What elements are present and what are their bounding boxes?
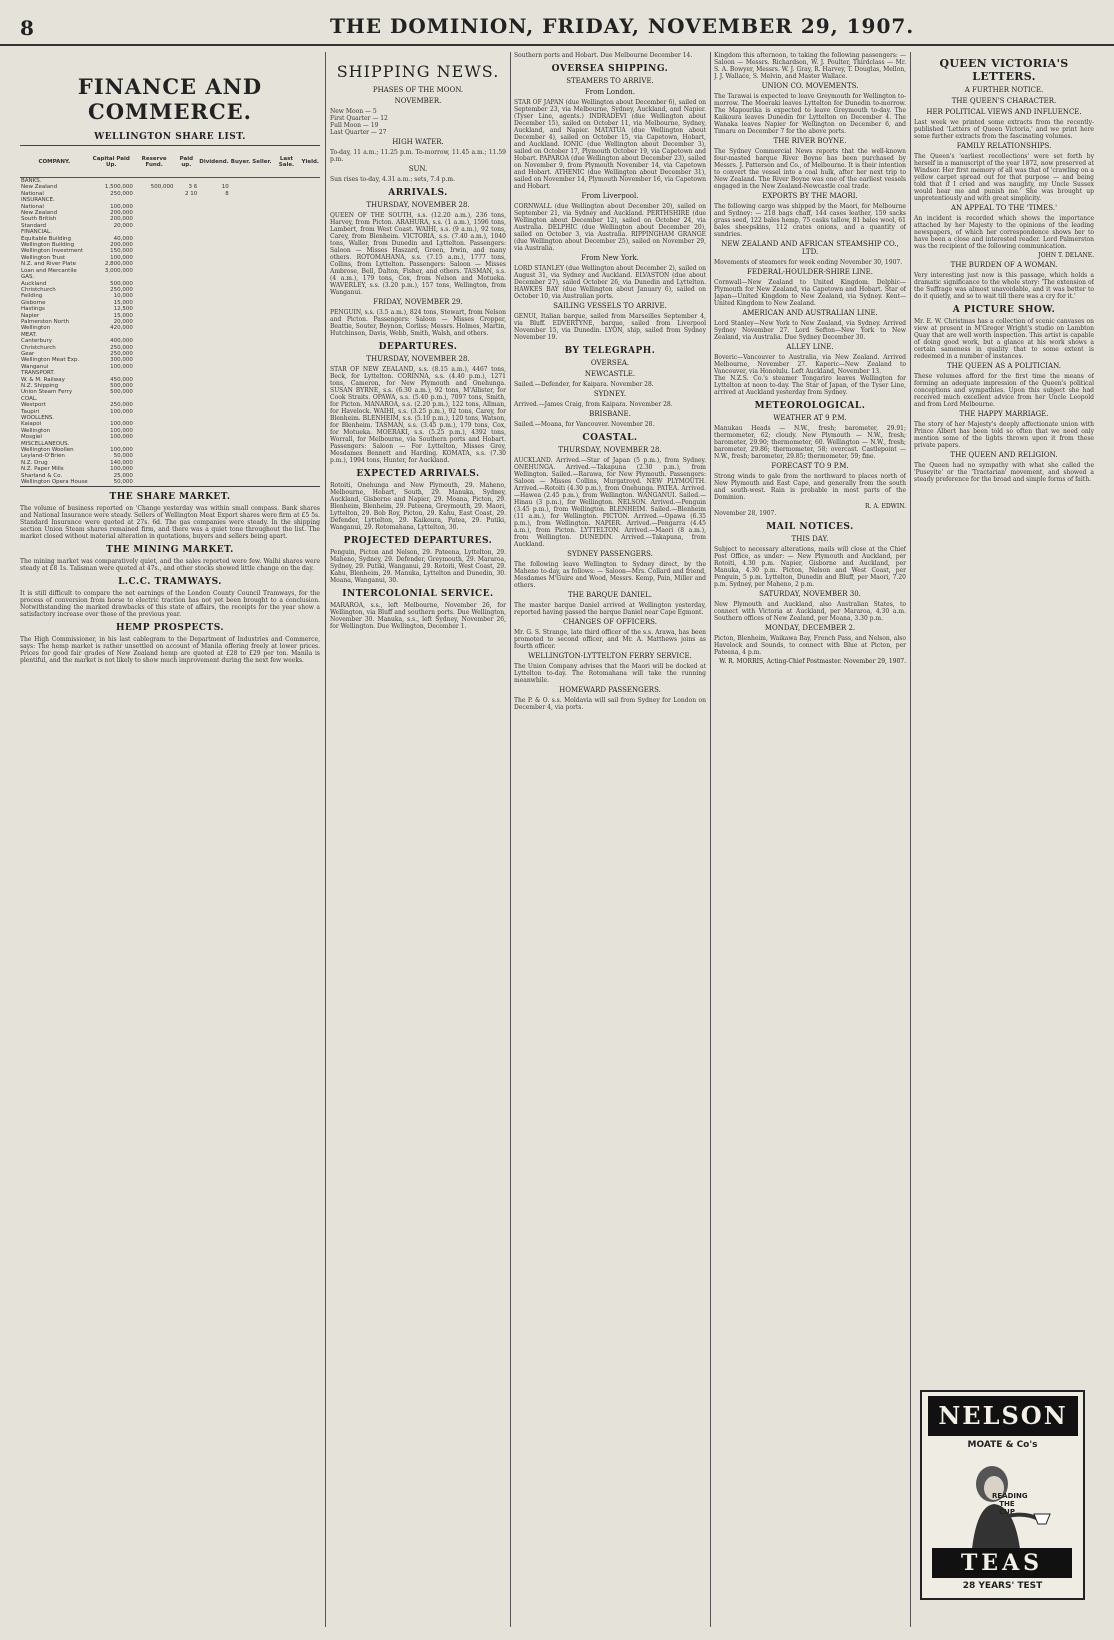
table-cell: 200,000 [110, 242, 133, 249]
table-cell: 50,000 [113, 453, 133, 460]
table-cell: Westport [21, 402, 46, 409]
table-cell: 420,000 [110, 325, 133, 332]
col-header: Dividend. [198, 146, 230, 178]
table-cell: 500,000 [110, 280, 133, 287]
table-cell: Gear [21, 350, 35, 357]
changes-title: CHANGES OF OFFICERS. [563, 618, 657, 626]
letters-headline: QUEEN VICTORIA'S LETTERS. [939, 57, 1069, 83]
newcastle-title: NEWCASTLE. [584, 370, 636, 378]
table-cell [174, 479, 198, 486]
ferry-title: WELLINGTON-LYTTELTON FERRY SERVICE. [528, 652, 692, 660]
hemp-text: The High Commissioner, in his last cablegram to the Department of Industries and Commerce, says: The hemp market is rather unsettled on account of Manila offering freely at lower prices. Prices for good fair grades of New Zealand hemp are quoted at £28 to £29 per ton. Manila is plentiful, and the market is not likely to show much improvement during the next few weeks. [20, 635, 320, 664]
col-header: Buyer. [230, 146, 251, 178]
movements-column [714, 52, 906, 1627]
mining-market-title: THE MINING MARKET. [106, 544, 234, 555]
table-cell: Hastings [21, 306, 45, 313]
table-cell: 100,000 [110, 447, 133, 454]
exports-title: EXPORTS BY THE MAORI. [762, 192, 858, 200]
table-cell [300, 178, 320, 185]
table-cell: COAL. [21, 395, 38, 402]
happy-marriage-title: THE HAPPY MARRIAGE. [959, 410, 1049, 418]
share-list-title: WELLINGTON SHARE LIST. [94, 132, 246, 142]
table-cell: Mosgiel [21, 434, 42, 441]
ad-subtitle: MOATE & Co's [967, 1440, 1038, 1450]
table-cell: TRANSPORT. [21, 370, 55, 377]
departures-title: DEPARTURES. [378, 342, 458, 352]
forecast-date: November 28, 1907. [714, 510, 777, 517]
mail-title: MAIL NOTICES. [766, 522, 854, 532]
nzafr-text: Movements of steamers for week ending November 30, 1907. [714, 259, 903, 266]
table-cell: National [21, 190, 44, 197]
forecast-title: FORECAST TO 9 P.M. [771, 462, 849, 470]
table-cell: Wellington [21, 427, 51, 434]
table-cell: 3,000,000 [104, 267, 133, 274]
table-cell [272, 178, 300, 185]
mining-market-text: The mining market was comparatively quiet, and the sales reported were few. Waihi shares were steady at £8 1s. Talisman were quoted at 47s., and other stocks showed little change on the day. [20, 557, 320, 572]
changes-text: Mr. G. S. Strange, late third officer of the s.s. Arawa, has been promoted to second officer, and Mr. A. Matthews joins as fourth officer. [514, 629, 706, 650]
table-cell: 500,000 [150, 184, 174, 191]
from-newyork: From New York. [581, 254, 639, 262]
table-cell [134, 178, 175, 185]
exports-text: The following cargo was shipped by the Maori, for Melbourne and Sydney: — 218 bags chaff, 144 cases leather, 159 sacks grass seed, 122 bales hemp, 75 casks tallow, 81 bales wool, 61 bales sheepskins, 112 crates onions, and a quantity of sundries. [714, 203, 906, 238]
table-cell: 100,000 [110, 434, 133, 441]
table-cell: Wellington Investment [21, 248, 83, 255]
table-cell: Wellington Trust [21, 254, 66, 261]
col-header: Last Sale. [272, 146, 300, 178]
table-cell: Wellington Opera House [21, 479, 88, 486]
table-cell [198, 479, 230, 486]
barque-text: The master barque Daniel arrived at Wellington yesterday, reported having passed the barque Daniel near Cape Egmont. [514, 602, 706, 616]
family-text: The Queen's 'earliest recollections' were set forth by herself in a manuscript of the year 1872, now preserved at Windsor. Her first memory of all was that of 'crawling on a yellow carpet spread out for that purpose — and being told that if I cried and was naughty, my Uncle Sussex would hear me and punish me.' She was brought up unpretentiously and with great simplicity. [914, 153, 1094, 202]
table-cell: Kaiapoi [21, 421, 42, 428]
departures-day: THURSDAY, NOVEMBER 28. [366, 355, 470, 363]
hemp-title: HEMP PROSPECTS. [115, 622, 225, 633]
table-cell: 100,000 [110, 254, 133, 261]
table-cell [251, 178, 272, 185]
moon-phases-month: NOVEMBER. [394, 97, 442, 105]
table-cell: 500,000 [110, 389, 133, 396]
queen-character: THE QUEEN'S CHARACTER. [951, 97, 1057, 105]
tramways-text: It is still difficult to compare the net earnings of the London County Council Tramways, for the process of conversion from horse to electric traction has not yet been brought to a conclusion. Notwithstanding the marked drawbacks of this state of affairs, the receipts for the year show a satisfactory increase over those of the previous year. [20, 589, 320, 618]
table-cell: N.Z. Drug [21, 459, 48, 466]
happy-marriage-text: The story of her Majesty's deeply affectionate union with Prince Albert has been told so often that we need only mention some of the lights thrown upon it from these private papers. [914, 421, 1094, 449]
table-cell: 100,000 [110, 203, 133, 210]
table-cell: 250,000 [110, 286, 133, 293]
table-cell: 250,000 [110, 402, 133, 409]
share-market-text: The volume of business reported on 'Change yesterday was within small compass. Bank shares and National Insurance were steady. Sellers of Wellington Meat Export shares were firm at £5 5s. Standard Insurance were quoted at 27s. 6d. The gas companies were steady. In the shipping section Union Steam shares remained firm, and there was a quiet tone throughout the list. The market closed without material alteration in quotations, buyers and sellers being apart. [20, 504, 320, 540]
table-cell: 100,000 [110, 427, 133, 434]
tramways-title: L.C.C. TRAMWAYS. [118, 576, 222, 587]
col-header: Seller. [251, 146, 272, 178]
table-cell: 1,500,000 [104, 184, 133, 191]
friday-text: PENGUIN, s.s. (3.5 a.m.), 824 tons, Stewart, from Nelson and Picton. Passengers: Saloon — Misses Cropper, Beattie, Souter, Beynon, Corliss; Messrs. Holmes, Martin, Hutchinson, Davis, Webb, Smith, Walsh, and others. [330, 309, 506, 337]
table-cell: 12,500 [113, 306, 133, 313]
share-table-header [20, 146, 320, 178]
table-row [20, 479, 320, 486]
weather-title: WEATHER AT 9 P.M. [773, 414, 847, 422]
nzafr-title: NEW ZEALAND AND AFRICAN STEAMSHIP CO., LTD. [721, 240, 899, 256]
letters-column [914, 52, 1094, 1382]
weather-text: Manukau Heads — N.W., fresh; barometer, 29.91; thermometer, 62; cloudy. New Plymouth — N.W., fresh; barometer, 29.90; thermometer, 60. Wellington — N.W., fresh; barometer, 29.86; thermometer, 58; overcast. Castlepoint — N.W., fresh; barometer, 29.85; thermometer, 59; fine. [714, 425, 906, 460]
table-cell: MISCELLANEOUS. [21, 440, 70, 447]
ad-years: 28 YEARS' TEST [962, 1581, 1043, 1591]
table-cell: 400,000 [110, 338, 133, 345]
table-cell: 150,000 [110, 248, 133, 255]
table-cell: 25,000 [113, 472, 133, 479]
table-cell [230, 178, 251, 185]
expected-text: Rotoiti, Onehunga and New Plymouth, 29. Maheno, Melbourne, Hobart, South, 29. Manuka, Sydney, Auckland, Gisborne and Napier, 29. Moana, Picton, 29. Blenheim, Blenheim, 29. Pateena, Greymouth, 29. Maori, Lyttelton, 29. Bob Roy, Picton, 29. Kahu, East Coast, 29. Defender, Lyttelton, 29. Kaikoura, Patea, 29. Putiki, Wanganui, 29. Rotomahana, Lyttelton, 30. [330, 482, 506, 531]
from-london: From London. [584, 88, 636, 96]
table-cell: 250,000 [110, 350, 133, 357]
shipping-column [330, 52, 506, 1627]
table-cell: 8 [225, 190, 229, 197]
forecast-text: Strong winds to gale from the northward to places north of New Plymouth and East Cape, and generally from the south and south-west. Rain is probable in most parts of the Dominion. [714, 473, 906, 501]
table-cell: MEAT. [21, 331, 38, 338]
table-cell: 200,000 [110, 210, 133, 217]
newspaper-title: THE DOMINION, FRIDAY, NOVEMBER 29, 1907. [330, 14, 915, 38]
table-cell: GAS. [21, 274, 35, 281]
table-cell [174, 178, 198, 185]
sailing-text: GENUI, Italian barque, sailed from Marseilles September 4, via Bluff. EDVERTYNE, barque, sailed from Liverpool November 15, via Dunedin. LYON, ship, sailed from Sydney November 19. [514, 313, 706, 341]
ad-reading-text: READING THE CUP [992, 1492, 1028, 1516]
table-cell [251, 479, 272, 486]
burden-title: THE BURDEN OF A WOMAN. [950, 261, 1058, 269]
table-cell: Auckland [21, 280, 47, 287]
moon-phase: Last Quarter — 27 [330, 129, 387, 136]
oversea-column [514, 52, 706, 1627]
nzs-text: The N.Z.S. Co.'s steamer Tongariro leaves Wellington for Lyttelton at noon to-day. The Star of Japan, of the Tyser Line, arrived at Auckland yesterday from Sydney. [714, 375, 906, 396]
intercolonial-title: INTERCOLONIAL SERVICE. [342, 589, 494, 599]
table-cell: Wanganui [21, 363, 49, 370]
family-title: FAMILY RELATIONSHIPS. [956, 142, 1052, 150]
oversea-title: OVERSEA SHIPPING. [551, 64, 669, 74]
table-cell: 450,000 [110, 376, 133, 383]
table-cell: Gisborne [21, 299, 46, 306]
telegraph-title: BY TELEGRAPH. [564, 346, 656, 356]
table-cell: Napier [21, 312, 40, 319]
liverpool-text: CORNWALL (due Wellington about December 20), sailed on September 21, via Sydney and Auckland. PERTHSHIRE (due Wellington about December 12), sailed on October 24, via Australia. DELPHIC (due Wellington about December 20), sailed on October 3, via Australia. RIPPINGHAM GRANGE (due Wellington about December 25), sailed on November 29, via Australia. [514, 203, 706, 252]
moon-phase: New Moon — 5 [330, 108, 377, 115]
table-cell: 20,000 [113, 318, 133, 325]
picture-show-title: A PICTURE SHOW. [952, 305, 1056, 315]
table-cell: 100,000 [110, 421, 133, 428]
delane-sign: JOHN T. DELANE. [1038, 252, 1094, 259]
table-cell: Christchurch [21, 286, 56, 293]
telegraph-sub: OVERSEA. [590, 359, 630, 367]
table-cell: 40,000 [113, 235, 133, 242]
high-water-text: To-day, 11 a.m.; 11.25 p.m. To-morrow, 11.45 a.m.; 11.59 p.m. [330, 149, 506, 163]
table-cell: 200,000 [110, 216, 133, 223]
projected-title: PROJECTED DEPARTURES. [343, 536, 493, 546]
share-list-table [20, 145, 320, 487]
meteorological-title: METEOROLOGICAL. [754, 401, 866, 411]
table-cell: Equitable Building [21, 235, 71, 242]
table-cell: 10,000 [113, 293, 133, 300]
ferry-text: The Union Company advises that the Maori will be docked at Lyttelton to-day. The Rotomahana will take the running meanwhile. [514, 663, 706, 684]
table-cell [134, 479, 175, 486]
table-cell: 140,000 [110, 459, 133, 466]
friday-day: FRIDAY, NOVEMBER 29. [373, 298, 463, 306]
table-cell: INSURANCE. [21, 197, 55, 204]
federal-title: FEDERAL-HOULDER-SHIRE LINE. [747, 268, 873, 276]
table-cell [230, 479, 251, 486]
sydney-title: SYDNEY. [593, 390, 627, 398]
finance-headline: FINANCE AND COMMERCE. [77, 74, 263, 124]
table-cell: New Zealand [21, 210, 58, 217]
ad-brand: NELSON [928, 1396, 1078, 1436]
homeward-text: The P. & O. s.s. Moldavia will sail from Sydney for London on December 4, via ports. [514, 697, 706, 711]
table-cell: Palmerston North [21, 318, 69, 325]
table-cell: 15,000 [113, 312, 133, 319]
ad-product: TEAS [932, 1548, 1072, 1578]
table-cell: New Zealand [21, 184, 58, 191]
moon-phase: First Quarter — 12 [330, 115, 388, 122]
table-cell [272, 479, 300, 486]
table-cell: 100,000 [110, 363, 133, 370]
high-water-title: HIGH WATER. [392, 138, 444, 146]
col-header: Reserve Fund. [134, 146, 175, 178]
queen-views: HER POLITICAL VIEWS AND INFLUENCE. [926, 108, 1082, 116]
steamers-title: STEAMERS TO ARRIVE. [566, 77, 654, 85]
projected-text: Penguin, Picton and Nelson, 29. Pateena, Lyttelton, 29. Maheno, Sydney, 29. Defender, Greymouth, 29. Mararoa, Sydney, 29. Putiki, Wanganui, 29. Rotoiti, West Coast, 29. Kahu, Blenheim, 29. Manuka, Lyttelton and Dunedin, 30. Moana, Wanganui, 30. [330, 549, 506, 584]
table-cell: Taupiri [21, 408, 40, 415]
table-cell: 2,800,000 [104, 261, 133, 268]
column-rule [710, 52, 711, 1627]
federal-text: Cornwall—New Zealand to United Kingdom. Delphic—Plymouth for New Zealand, via Capetown and Hobart. Star of Japan—United Kingdom to New Zealand, via Sydney. Kent—United Kingdom to New Zealand. [714, 279, 906, 307]
saturday-text: New Plymouth and Auckland, also Australian States, to connect with Victoria at Auckland, per Mararoa, 4.30 a.m. Southern offices of New Zealand, per Moana, 3.30 p.m. [714, 601, 906, 622]
homeward-title: HOMEWARD PASSENGERS. [559, 686, 661, 694]
table-cell: Sharland & Co. [21, 472, 63, 479]
table-cell: Canterbury [21, 338, 52, 345]
table-cell: 15,000 [113, 299, 133, 306]
religion-text: The Queen had no sympathy with what she called the 'Puseyite' or the 'Tractarian' movement, and showed a steady preference for the broad and simple forms of faith. [914, 462, 1094, 483]
table-cell: Union Steam Ferry [21, 389, 73, 396]
coastal-day: THURSDAY, NOVEMBER 28. [558, 446, 662, 454]
newcastle-text: Sailed.—Defender, for Kaipara. November 28. [514, 381, 654, 388]
burden-text: Very interesting just now is this passage, which holds a dramatic significance to the whole story: 'The extension of the Suffrage was almost unavoidable, and it was better to do it quietly, and so to wait till there was a cry for it.' [914, 272, 1094, 300]
tea-advertisement [920, 1390, 1085, 1600]
column-rule [510, 52, 511, 1627]
mail-text: Subject to necessary alterations, mails will close at the Chief Post Office, as under: — New Plymouth and Auckland, per Rotoiti, 4.30 p.m. Napier, Gisborne and Auckland, per Manuka, 4.30 p.m. Picton, Nelson and West Coast, per Penguin, 5 p.m. Lyttelton, Dunedin and Bluff, per Maori, 7.20 p.m. Sydney, per Maheno, 2 p.m. [714, 546, 906, 588]
table-cell: Wellington Woollen [21, 447, 74, 454]
brisbane-title: BRISBANE. [589, 410, 631, 418]
arrivals-title: ARRIVALS. [388, 188, 448, 198]
union-title: UNION CO. MOVEMENTS. [761, 82, 859, 90]
table-cell: 2 10 [185, 190, 198, 197]
col-header: Capital Paid Up. [89, 146, 134, 178]
union-text: The Tarawai is expected to leave Greymouth for Wellington to-morrow. The Moeraki leaves Lyttelton for Dunedin to-morrow. The Mapourika is expected to leave Greymouth to-day. The Kaikoura leaves Dunedin for Lyttelton on December 4. The Wanaka leaves Napier for Wellington on December 6, and Timaru on December 7 for the above ports. [714, 93, 906, 135]
table-cell: Wellington [21, 325, 51, 332]
table-cell: Christchurch [21, 344, 56, 351]
table-cell: 3 6 [188, 184, 198, 191]
table-cell: South British [21, 216, 57, 223]
table-row [20, 178, 320, 185]
sun-title: SUN. [408, 165, 428, 173]
sailing-title: SAILING VESSELS TO ARRIVE. [553, 302, 667, 310]
table-cell: BANKS. [21, 178, 42, 184]
table-cell [300, 479, 320, 486]
table-cell: Wellington Building [21, 242, 75, 249]
col-header: Paid up. [174, 146, 198, 178]
newyork-text: LORD STANLEY (due Wellington about December 2), sailed on August 31, via Sydney and Auckland. ELVASTON (due about December 27), sailed October 26, via Dunedin and Lyttelton. HAWKES BAY (due Wellington about January 6), sailed on October 10, via Australian ports. [514, 265, 706, 300]
table-cell: Wellington Meat Exp. [21, 357, 80, 364]
american-text: Lord Stanley—New York to New Zealand, via Sydney. Arrived Sydney November 27. Lord Sefton—New York to New Zealand, via Australia. Due Sydney December 30. [714, 320, 906, 341]
religion-title: THE QUEEN AND RELIGION. [950, 451, 1058, 459]
table-cell: 20,000 [113, 222, 133, 229]
river-title: THE RIVER BOYNE. [773, 137, 847, 145]
oversea-text: STAR OF JAPAN (due Wellington about December 6), sailed on September 23, via Melbourne, Sydney, Auckland, and Napier. (Tyser Line, agents.) INDRADEVI (due Wellington about December 15), sailed on October 11, via Melbourne, Sydney, Auckland, and Napier. MATATUA (due Wellington about December 4), sailed on October 15, via Capetown, Hobart, and Auckland. IONIC (due Wellington about December 3), sailed on October 17, Plymouth October 19, via Capetown and Hobart. PAPAROA (due Wellington about December 23), sailed on November 9, from Plymouth November 14, via Capetown and Hobart. ATHENIC (due Wellington about December 31), sailed on November 14, Plymouth November 16, via Capetown and Hobart. [514, 99, 706, 190]
sydney-passengers-title: SYDNEY PASSENGERS. [567, 550, 653, 558]
mail-sign: W. R. MORRIS, Acting-Chief Postmaster. November 29, 1907. [719, 658, 906, 665]
table-cell: 500,000 [110, 383, 133, 389]
table-cell [198, 178, 230, 185]
table-cell: N.Z. and River Plate [21, 261, 76, 268]
masthead [0, 0, 1114, 46]
saturday-title: SATURDAY, NOVEMBER 30. [759, 590, 861, 598]
intercolonial-text: MARAROA, s.s., left Melbourne, November 26, for Wellington, via Bluff and southern ports. Due Wellington, November 30. Manuka, s.s., left Sydney, November 26, for Wellington. Due Wellington, December 1. [330, 602, 506, 630]
table-cell: N.Z. Shipping [21, 383, 59, 389]
intro-text: Southern ports and Hobart. Due Melbourne December 14. [514, 52, 693, 59]
appeal-title: AN APPEAL TO THE 'TIMES.' [951, 204, 1057, 212]
table-cell: Leyland-O'Brien [21, 453, 65, 460]
column-rule [910, 52, 911, 1627]
table-cell: 250,000 [110, 344, 133, 351]
shipping-headline: SHIPPING NEWS. [336, 62, 500, 81]
moon-phases-title: PHASES OF THE MOON. [372, 86, 464, 94]
sydney-text: Arrived.—James Craig, from Kaipara. November 28. [514, 401, 673, 408]
table-cell: National [21, 203, 44, 210]
table-cell: Standard [21, 222, 47, 229]
share-table-body [20, 178, 320, 487]
letters-text: Last week we printed some extracts from the recently-published 'Letters of Queen Victoria,' and we print here some further extracts from the fascinating volumes. [914, 119, 1094, 140]
column-rule [325, 52, 326, 1627]
moon-phase: Full Moon — 19 [330, 122, 379, 129]
table-cell: WOOLLENS. [21, 415, 55, 422]
table-cell: 100,000 [110, 408, 133, 415]
table-cell: W. & M. Railway [21, 376, 65, 383]
finance-column [20, 52, 320, 1627]
share-market-title: THE SHARE MARKET. [109, 491, 231, 502]
appeal-text: An incident is recorded which shows the importance attached by her Majesty to the opinions of the leading newspapers, of which her correspondence shows her to have been a close and interested reader. Lord Palmerston was the recipient of the following communication. [914, 215, 1094, 250]
arrivals-text: QUEEN OF THE SOUTH, s.s. (12.20 a.m.), 236 tons, Harvey, from Picton. ARAHURA, s.s. (1 a.m.), 1596 tons, Lambert, from West Coast. WAIHI, s.s. (9 a.m.), 92 tons, Carey, from Blenheim. VICTORIA, s.s. (7.40 a.m.), 1040 tons, Waller, from Dunedin and Lyttelton. Passengers: Saloon — Misses Haszard, Green, Irwin, and many others. ROTOMAHANA, s.s. (7.15 a.m.), 1777 tons, Collins, from Lyttelton. Passengers: Saloon — Misses Ambrose, Bell, Dalton, Fisher, and others. TASMAN, s.s. (4 a.m.), 179 tons, Cox, from Nelson and Motueka. WAVERLEY, s.s. (3.20 p.m.), 157 tons, Wellington, from Wanganui. [330, 212, 506, 296]
table-cell: 300,000 [110, 357, 133, 364]
table-cell: 50,000 [113, 479, 133, 486]
brisbane-text: Sailed.—Moana, for Vancouver. November 28. [514, 421, 655, 428]
table-cell [89, 178, 134, 185]
barque-title: THE BARQUE DANIEL. [567, 591, 653, 599]
river-text: The Sydney Commercial News reports that the well-known four-masted barque River Boyne has been purchased by Messrs. J. Patterson and Co., of Melbourne. It is their intention to convert the vessel into a coal hulk, after her next trip to New Zealand. The River Boyne was one of the earliest vessels engaged in the New Zealand-Newcastle coal trade. [714, 148, 906, 190]
alley-text: Boveric—Vancouver to Australia, via New Zealand. Arrived Melbourne, November 27. Kaperic—New Zealand to Vancouver, via Honolulu. Left Auckland, November 13. [714, 354, 906, 375]
sun-text: Sun rises to-day, 4.31 a.m.; sets, 7.4 p.m. [330, 176, 456, 183]
picture-show-text: Mr. E. W. Christmas has a collection of scenic canvases on view at present in M'Gregor Wright's studio on Lambton Quay that are well worth inspection. This artist is capable of doing good work, but a glance at his work shows a certain sameness in quality that to some extent is redeemed in a number of instances. [914, 318, 1094, 360]
from-liverpool: From Liverpool. [581, 192, 639, 200]
further-notice: A FURTHER NOTICE. [964, 86, 1044, 94]
col-header: COMPANY. [20, 146, 89, 178]
sydney-passengers-text: The following leave Wellington to Sydney direct, by the Maheno to-day, as follows: — Saloon—Mrs. Collard and friend, Mesdames M'Guire and Wood, Messrs. Kemp, Pain, Miller and others. [514, 561, 706, 589]
monday-text: Picton, Blenheim, Waikawa Bay, French Pass, and Nelson, also Havelock and Sounds, to connect with Blue at Picton, per Pateena, 4 p.m. [714, 635, 906, 656]
table-cell: Feilding [21, 293, 43, 300]
queen-politician-text: These volumes afford for the first time the means of forming an adequate impression of the Queen's political conceptions and sympathies. Upon this subject she had received much excellent advice from her Uncle Leopold and from Lord Melbourne. [914, 373, 1094, 408]
col-header: Yield. [300, 146, 320, 178]
forecast-sign: R. A. EDWIN. [865, 503, 906, 510]
queen-politician-title: THE QUEEN AS A POLITICIAN. [946, 362, 1062, 370]
page-number: 8 [20, 16, 34, 40]
alley-title: ALLEY LINE. [786, 343, 834, 351]
monday-title: MONDAY, DECEMBER 2. [764, 624, 856, 632]
table-cell: 100,000 [110, 466, 133, 473]
table-cell: Loan and Mercantile [21, 267, 77, 274]
table-cell: 250,000 [110, 190, 133, 197]
expected-title: EXPECTED ARRIVALS. [356, 469, 480, 479]
coastal-text: AUCKLAND. Arrived.—Star of Japan (5 p.m.), from Sydney. ONEHUNGA. Arrived.—Takapuna (2.30 p.m.), from Wellington. Sailed.—Rarawa, for New Plymouth. Passengers: Saloon — Misses Collins, Murgatroyd. NEW PLYMOUTH. Arrived.—Rotoiti (4.30 p.m.), from Onehunga. PATEA. Arrived.—Hawea (2.45 p.m.), from Wellington. WANGANUI. Sailed.—Hinau (3 p.m.), for Wellington. NELSON. Arrived.—Penguin (3.45 p.m.), from Wellington. BLENHEIM. Sailed.—Blenheim (11 a.m.), for Wellington. PICTON. Arrived.—Opawa (6.35 p.m.), from Wellington. NAPIER. Arrived.—Pengarra (4.45 a.m.), from Picton. LYTTELTON. Arrived.—Maori (8 a.m.), from Wellington. DUNEDIN. Arrived.—Takapuna, from Auckland. [514, 457, 706, 548]
intro-text: Kingdom this afternoon, to taking the following passengers: — Saloon — Messrs. Richardson, W. J. Poulter, Thirdclass — Mr. S. A. Bowyer, Messrs. W. J. Gray, R. Harvey, T. Douglas, Mellon, J. J. Wallace, S. Melvin, and Master Wallace. [714, 52, 906, 80]
table-cell: N.Z. Paper Mills [21, 466, 64, 473]
american-title: AMERICAN AND AUSTRALIAN LINE. [742, 309, 878, 317]
arrivals-day: THURSDAY, NOVEMBER 28. [366, 201, 470, 209]
table-cell: FINANCIAL. [21, 229, 52, 236]
mail-sub: THIS DAY. [791, 535, 829, 543]
departures-text: STAR OF NEW ZEALAND, s.s. (8.15 a.m.), 4467 tons, Beck, for Lyttelton. CORINNA, s.s. (4.40 p.m.), 1271 tons, Cameron, for New Plymouth and Onehunga. SUSAN BYRNE, s.s. (6.30 a.m.), 92 tons, M'Allister, for Cook Straits. OPAWA, s.s. (5.40 p.m.), 7097 tons, Smith, for Picton. MANAROA, s.s. (2.20 p.m.), 122 tons, Allman, for Havelock. WAIHI, s.s. (3.25 p.m.), 92 tons, Carey, for Blenheim. BLENHEIM, s.s. (5.10 p.m.), 120 tons, Watson, for Blenheim. TASMAN, s.s. (3.45 p.m.), 179 tons, Cox, for Motueka. MOERAKI, s.s. (5.25 p.m.), 4392 tons, Worrall, for Melbourne, via Southern ports and Hobart. Passengers: Saloon — For Lyttelton, Misses Grey, Mesdames Bennett and Harding. KOMATA, s.s. (7.30 p.m.), 1994 tons, Hunter, for Auckland. [330, 366, 506, 464]
coastal-title: COASTAL. [582, 433, 638, 443]
table-cell: 10 [221, 184, 229, 191]
